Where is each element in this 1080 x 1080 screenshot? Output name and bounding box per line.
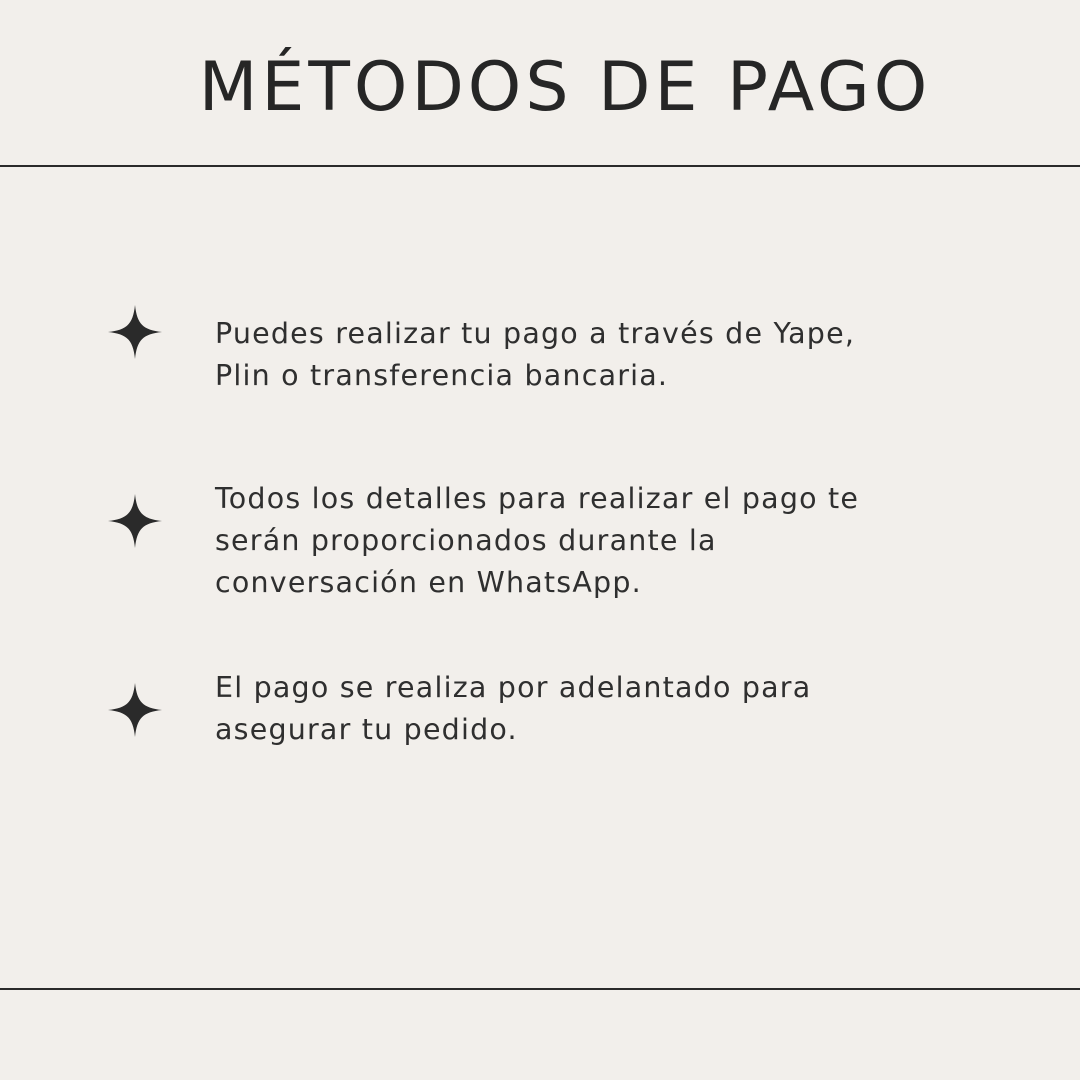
- item-text-line: Todos los detalles para realizar el pago te: [215, 482, 860, 515]
- item-text-line: conversación en WhatsApp.: [215, 566, 642, 599]
- four-point-star-icon: [108, 494, 162, 548]
- top-divider: [0, 165, 1080, 167]
- item-text-line: serán proporcionados durante la: [215, 524, 717, 557]
- item-text: [215, 667, 915, 751]
- four-point-star-icon: [108, 305, 162, 359]
- item-text-line: Puedes realizar tu pago a través de Yape,: [215, 317, 856, 350]
- page-title: MÉTODOS DE PAGO: [198, 48, 932, 127]
- item-text-line: asegurar tu pedido.: [215, 713, 518, 746]
- bottom-divider: [0, 988, 1080, 990]
- four-point-star-icon: [108, 683, 162, 737]
- item-text-line: El pago se realiza por adelantado para: [215, 671, 812, 704]
- item-text: [215, 478, 915, 604]
- item-text-line: Plin o transferencia bancaria.: [215, 359, 669, 392]
- item-text: [215, 313, 915, 397]
